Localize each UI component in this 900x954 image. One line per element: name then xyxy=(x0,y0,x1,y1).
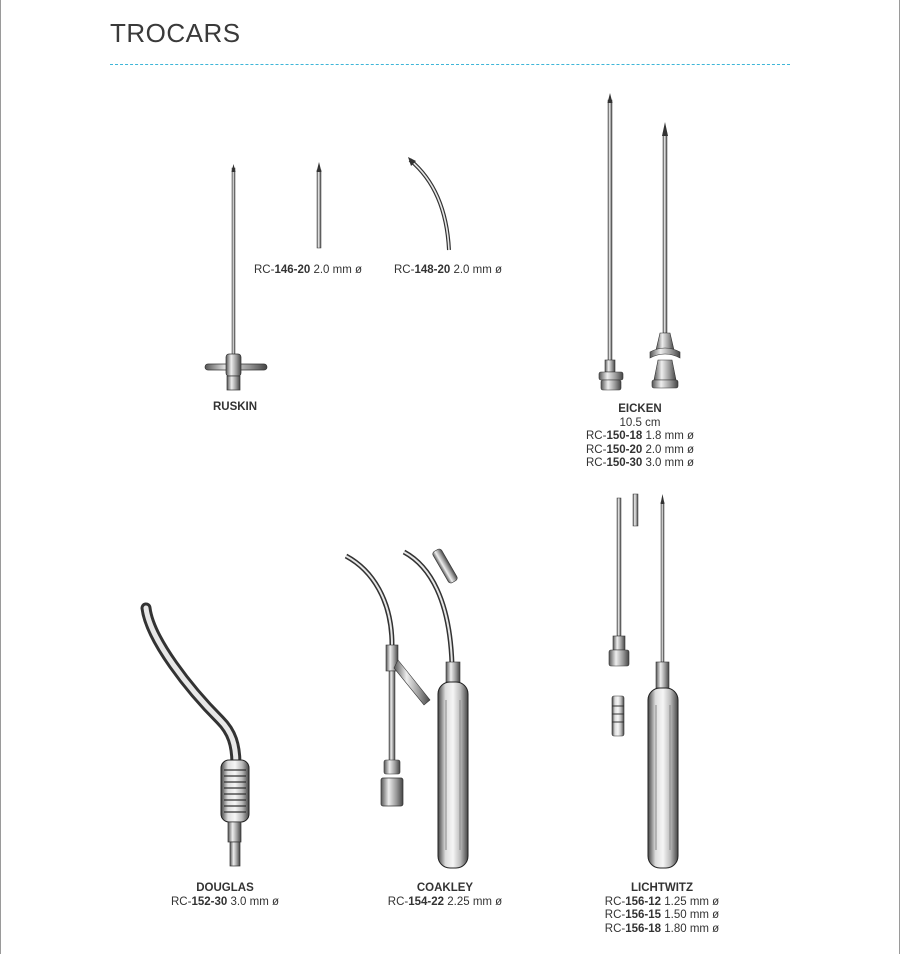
douglas-caption xyxy=(145,882,305,909)
eicken-variant-2: RC-150-20 2.0 mm ø xyxy=(585,443,695,456)
page-title: TROCARS xyxy=(110,18,241,48)
coakley-name: COAKLEY xyxy=(416,882,474,894)
douglas-name: DOUGLAS xyxy=(196,882,254,894)
lichtwitz-variant-1: RC-156-12 1.25 mm ø xyxy=(604,895,720,908)
coakley-trocar-image xyxy=(346,548,468,868)
eicken-name: EICKEN xyxy=(618,403,662,415)
lichtwitz-trocar-image xyxy=(609,494,678,868)
rc-148-20-needle-image xyxy=(408,157,449,250)
rc-146-20-needle-image xyxy=(317,162,322,248)
ruskin-name: RUSKIN xyxy=(212,401,258,413)
coakley-variant-1: RC-154-22 2.25 mm ø xyxy=(387,895,503,908)
ruskin-trocar-image xyxy=(205,164,267,390)
lichtwitz-caption xyxy=(582,882,742,936)
ruskin-variant-1: RC-146-20 2.0 mm ø xyxy=(254,264,363,276)
eicken-length: 10.5 cm xyxy=(619,416,661,429)
eicken-variant-3: RC-150-30 3.0 mm ø xyxy=(585,457,695,469)
ruskin-caption xyxy=(195,401,275,415)
eicken-caption xyxy=(560,403,720,471)
douglas-trocar-image xyxy=(146,608,249,866)
lichtwitz-variant-3: RC-156-18 1.80 mm ø xyxy=(604,922,720,935)
eicken-variant-1: RC-150-18 1.8 mm ø xyxy=(585,430,695,442)
douglas-variant-1: RC-152-30 3.0 mm ø xyxy=(170,895,280,908)
ruskin-variant-2: RC-148-20 2.0 mm ø xyxy=(394,264,503,276)
lichtwitz-variant-2: RC-156-15 1.50 mm ø xyxy=(604,909,720,921)
lichtwitz-name: LICHTWITZ xyxy=(631,882,693,894)
coakley-caption xyxy=(365,882,525,909)
eicken-trocar-image xyxy=(599,93,680,390)
